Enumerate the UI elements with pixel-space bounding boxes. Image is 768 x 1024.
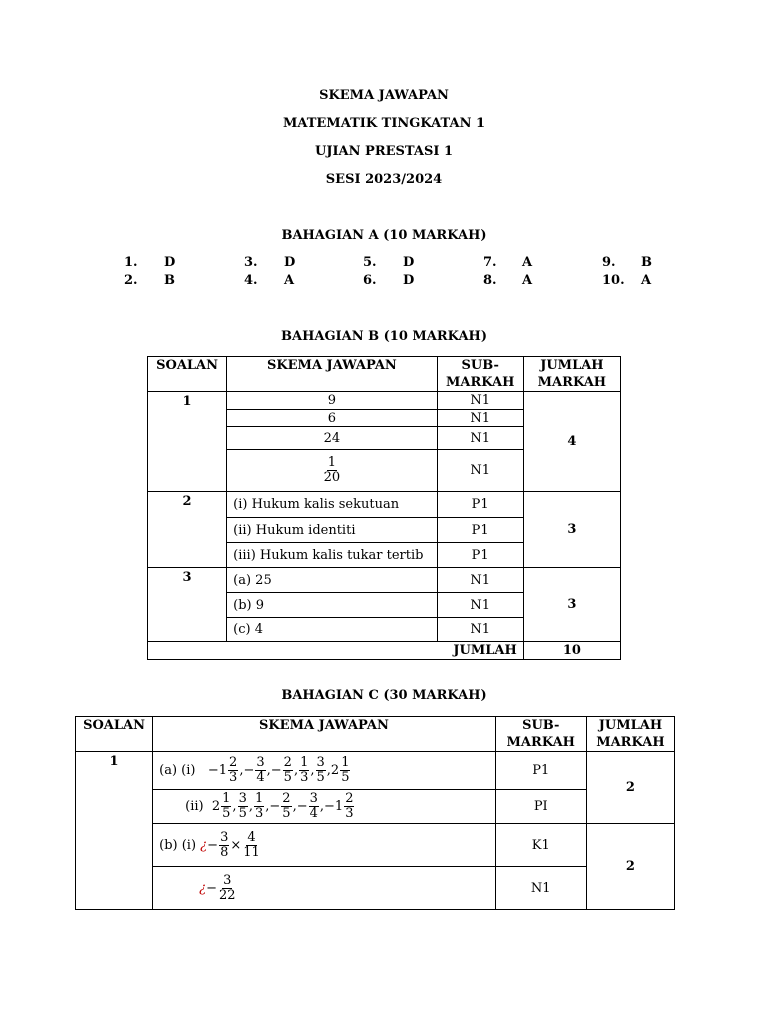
mark-cell: P1 xyxy=(437,492,523,518)
answer-number: 5. xyxy=(363,255,377,270)
section-a-heading: BAHAGIAN A (10 MARKAH) xyxy=(281,228,487,243)
answer-number: 8. xyxy=(483,273,497,288)
answer-cell: 9 xyxy=(227,392,437,410)
part-label: (b) (i) xyxy=(159,837,197,853)
answer-cell xyxy=(153,790,496,824)
mark-cell: N1 xyxy=(437,450,523,492)
answer-cell: (a) 25 xyxy=(227,568,437,593)
total-mark-cell: 2 xyxy=(586,752,674,824)
mark-cell: K1 xyxy=(495,824,586,867)
answer-number: 9. xyxy=(602,255,616,270)
answer-letter: B xyxy=(641,255,652,270)
header-skema: SKEMA JAWAPAN xyxy=(153,717,496,752)
answer-letter: D xyxy=(284,255,296,270)
table-total-row xyxy=(148,642,621,660)
fraction: $\frac{1}{20}$ xyxy=(323,455,341,485)
total-mark-cell: 3 xyxy=(523,568,620,642)
mark-cell: N1 xyxy=(437,593,523,618)
answer-number: 7. xyxy=(483,255,497,270)
answer-cell xyxy=(153,752,496,790)
question-number: 2 xyxy=(148,492,227,568)
answer-letter: B xyxy=(164,273,175,288)
answer-letter: A xyxy=(522,273,533,288)
header-soalan: SOALAN xyxy=(148,357,227,392)
header-jumlah-markah: JUMLAH MARKAH xyxy=(586,717,674,752)
math-expression: ¿− $\frac{3}{22}$ xyxy=(199,872,236,903)
table-row xyxy=(76,867,675,910)
mark-cell: PI xyxy=(495,790,586,824)
header-sub-markah: SUB- MARKAH xyxy=(495,717,586,752)
title-line-3: UJIAN PRESTASI 1 xyxy=(314,144,454,159)
part-label: (a) (i) xyxy=(159,763,196,778)
total-mark-cell: 4 xyxy=(523,392,620,492)
answer-cell: 24 xyxy=(227,427,437,450)
mark-cell: N1 xyxy=(437,392,523,410)
header-sub-markah: SUB- MARKAH xyxy=(437,357,523,392)
header-jumlah-markah: JUMLAH MARKAH xyxy=(523,357,620,392)
table-row xyxy=(76,752,675,790)
answer-cell: (ii) Hukum identiti xyxy=(227,518,437,543)
mark-cell: N1 xyxy=(437,427,523,450)
section-c-heading: BAHAGIAN C (30 MARKAH) xyxy=(281,688,487,703)
jumlah-label: JUMLAH xyxy=(148,642,524,660)
answer-letter: A xyxy=(522,255,533,270)
question-number: 1 xyxy=(148,392,227,492)
math-expression: 2 $\frac{1}{5}$ , $\frac{3}{5}$ , $\frac{1}{3}$ ,− $\frac{2}{5}$ ,− $\frac{3}{4}$ ,−1 $\frac{2}{3}$ xyxy=(211,791,354,821)
section-c-table xyxy=(75,716,675,910)
title-line-1: SKEMA JAWAPAN xyxy=(319,88,449,103)
math-expression: ¿− $\frac{3}{8}$ × $\frac{4}{11}$ xyxy=(200,829,260,860)
table-row xyxy=(76,790,675,824)
jumlah-value: 10 xyxy=(523,642,620,660)
answer-cell xyxy=(227,450,437,492)
mark-cell: N1 xyxy=(437,410,523,427)
mark-cell: P1 xyxy=(437,543,523,568)
mark-cell: P1 xyxy=(437,518,523,543)
answer-cell: (iii) Hukum kalis tukar tertib xyxy=(227,543,437,568)
answer-number: 2. xyxy=(124,273,138,288)
answer-cell: (i) Hukum kalis sekutuan xyxy=(227,492,437,518)
table-row xyxy=(148,392,621,410)
title-line-4: SESI 2023/2024 xyxy=(325,172,443,187)
table-header-row xyxy=(76,717,675,752)
mark-cell: N1 xyxy=(437,618,523,642)
table-header-row xyxy=(148,357,621,392)
math-expression: −1 $\frac{2}{3}$ ,− $\frac{3}{4}$ ,− $\frac{2}{5}$ , $\frac{1}{3}$ , $\frac{3}{5}$ ,2 $\frac{1}{5}$ xyxy=(207,755,350,785)
section-b-heading: BAHAGIAN B (10 MARKAH) xyxy=(281,329,487,344)
answer-letter: A xyxy=(641,273,652,288)
answer-number: 6. xyxy=(363,273,377,288)
answer-letter: D xyxy=(164,255,176,270)
header-skema: SKEMA JAWAPAN xyxy=(227,357,437,392)
answer-number: 3. xyxy=(244,255,258,270)
part-label: (ii) xyxy=(185,799,204,814)
answer-number: 10. xyxy=(602,273,625,288)
mark-cell: N1 xyxy=(495,867,586,910)
question-number: 3 xyxy=(148,568,227,642)
table-row xyxy=(76,824,675,867)
title-line-2: MATEMATIK TINGKATAN 1 xyxy=(282,116,486,131)
answer-number: 4. xyxy=(244,273,258,288)
header-soalan: SOALAN xyxy=(76,717,153,752)
mark-cell: P1 xyxy=(495,752,586,790)
answer-letter: D xyxy=(403,273,415,288)
answer-number: 1. xyxy=(124,255,138,270)
table-row xyxy=(148,568,621,593)
answer-cell: (c) 4 xyxy=(227,618,437,642)
answer-cell xyxy=(153,824,496,867)
total-mark-cell: 3 xyxy=(523,492,620,568)
answer-letter: A xyxy=(284,273,295,288)
answer-cell: (b) 9 xyxy=(227,593,437,618)
answer-letter: D xyxy=(403,255,415,270)
question-number: 1 xyxy=(76,752,153,910)
table-row xyxy=(148,492,621,518)
answer-cell: 6 xyxy=(227,410,437,427)
mark-cell: N1 xyxy=(437,568,523,593)
section-b-table xyxy=(147,356,621,660)
answer-cell xyxy=(153,867,496,910)
total-mark-cell: 2 xyxy=(586,824,674,910)
